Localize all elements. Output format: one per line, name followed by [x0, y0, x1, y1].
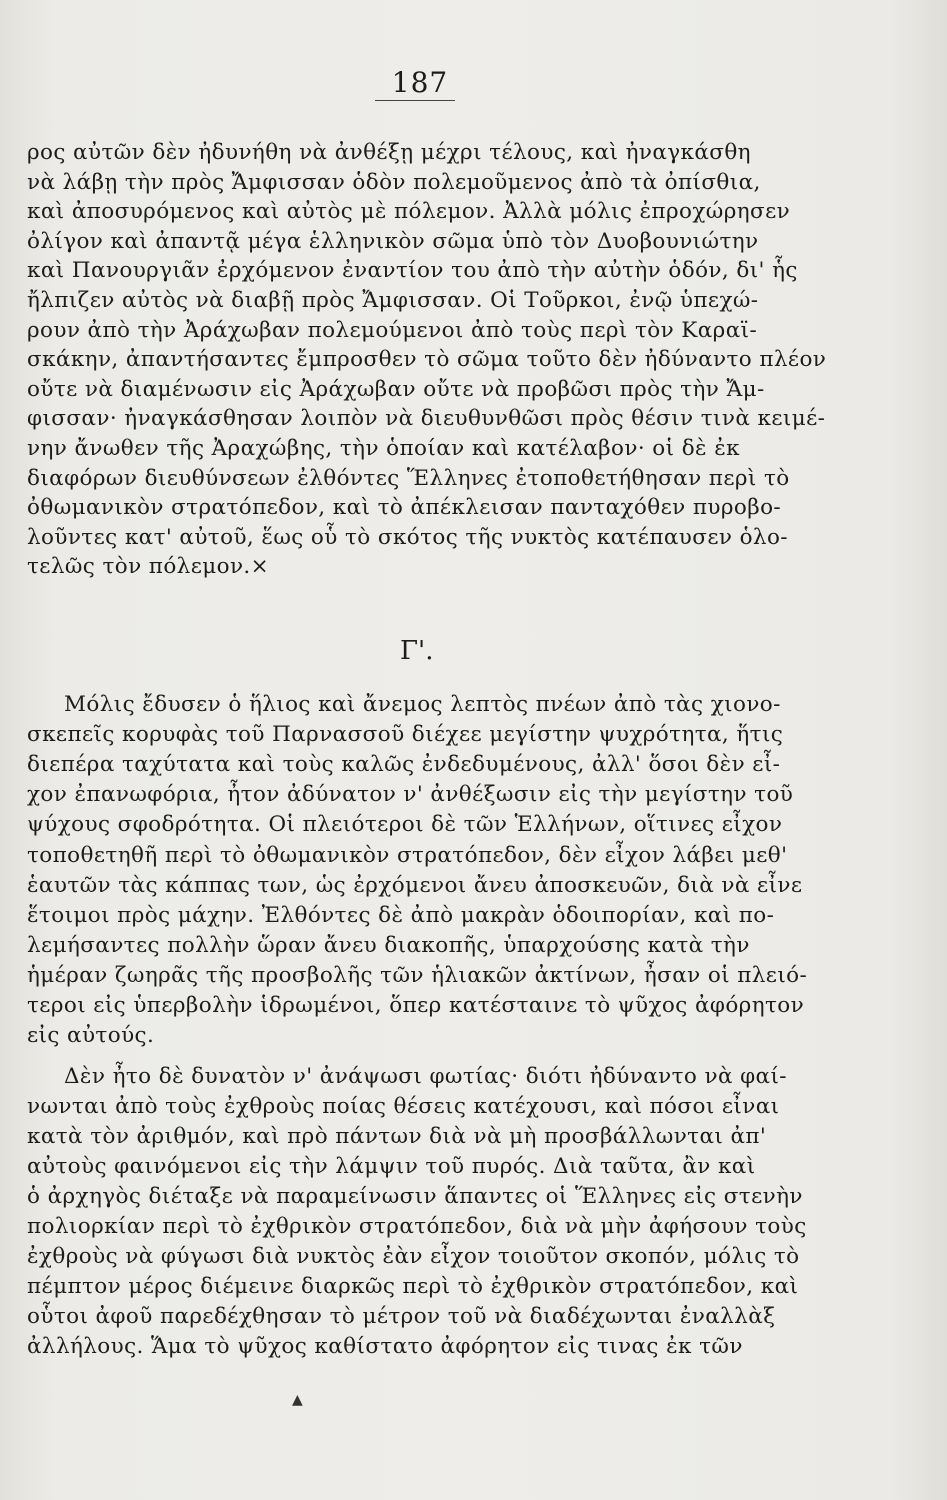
- text-line: κατὰ τὸν ἀριθμόν, καὶ πρὸ πάντων διὰ νὰ μὴ προσβάλλωνται ἀπ': [27, 1124, 767, 1149]
- text-line: οὗτοι ἀφοῦ παρεδέχθησαν τὸ μέτρον τοῦ νὰ διαδέχωνται ἐναλλὰξ: [27, 1304, 776, 1329]
- text-line: ρος αὐτῶν δὲν ἠδυνήθη νὰ ἀνθέξῃ μέχρι τέλους, καὶ ἠναγκάσθη: [27, 140, 751, 165]
- text-line: τοποθετηθῆ περὶ τὸ ὀθωμανικὸν στρατόπεδον, δὲν εἶχον λάβει μεθ': [27, 842, 788, 868]
- text-line: ἤλπιζεν αὐτὸς νὰ διαβῇ πρὸς Ἄμφισσαν. Οἱ Τοῦρκοι, ἐνῷ ὑπεχώ-: [27, 288, 759, 313]
- text-line: τεροι εἰς ὑπερβολὴν ἱδρωμένοι, ὅπερ κατέσταινε τὸ ψῦχος ἀφόρητον: [27, 993, 805, 1018]
- text-line: ρουν ἀπὸ τὴν Ἀράχωβαν πολεμούμενοι ἀπὸ τοὺς περὶ τὸν Καραϊ-: [27, 317, 758, 343]
- text-line: καὶ ἀποσυρόμενος καὶ αὐτὸς μὲ πόλεμον. Ἀλλὰ μόλις ἐπροχώρησεν: [27, 199, 791, 225]
- text-line: σκεπεῖς κορυφὰς τοῦ Παρνασσοῦ διέχεε μεγίστην ψυχρότητα, ἥτις: [27, 722, 784, 748]
- text-line: ἕτοιμοι πρὸς μάχην. Ἐλθόντες δὲ ἀπὸ μακρὰν ὁδοιπορίαν, καὶ πο-: [27, 902, 775, 928]
- text-line: αὐτοὺς φαινόμενοι εἰς τὴν λάμψιν τοῦ πυρός. Διὰ ταῦτα, ἂν καὶ: [27, 1154, 756, 1179]
- text-line: διεπέρα ταχύτατα καὶ τοὺς καλῶς ἐνδεδυμένους, ἀλλ' ὅσοι δὲν εἶ-: [27, 752, 781, 778]
- text-line: ψύχους σφοδρότητα. Οἱ πλειότεροι δὲ τῶν Ἑλλήνων, οἵτινες εἶχον: [27, 812, 783, 838]
- text-line: τελῶς τὸν πόλεμον.×: [27, 554, 270, 580]
- text-line: ὁ ἀρχηγὸς διέταξε νὰ παραμείνωσιν ἅπαντες οἱ Ἕλληνες εἰς στενὴν: [27, 1184, 803, 1209]
- text-line: ἡμέραν ζωηρᾶς τῆς προσβολῆς τῶν ἡλιακῶν ἀκτίνων, ἦσαν οἱ πλειό-: [27, 962, 808, 988]
- page-number: 187: [391, 66, 449, 99]
- text-line: ἑαυτῶν τὰς κάππας των, ὡς ἐρχόμενοι ἄνευ ἀποσκευῶν, διὰ νὰ εἶνε: [27, 872, 803, 898]
- text-line: φισσαν· ἠναγκάσθησαν λοιπὸν νὰ διευθυνθῶσι πρὸς θέσιν τινὰ κειμέ-: [27, 406, 826, 432]
- text-line: εἰς αὐτούς.: [27, 1023, 155, 1049]
- printer-mark: ▲: [292, 1392, 303, 1408]
- text-line: ὀλίγον καὶ ἀπαντᾷ μέγα ἑλληνικὸν σῶμα ὑπὸ τὸν Δυοβουνιώτην: [27, 228, 759, 254]
- section-heading: Γ'.: [400, 636, 434, 666]
- text-line: λεμήσαντες πολλὴν ὥραν ἄνευ διακοπῆς, ὑπαρχούσης κατὰ τὴν: [27, 932, 750, 958]
- text-line: Δὲν ἦτο δὲ δυνατὸν ν' ἀνάψωσι φωτίας· διότι ἠδύναντο νὰ φαί-: [64, 1064, 787, 1089]
- text-line: καὶ Πανουργιᾶν ἐρχόμενον ἐναντίον του ἀπὸ τὴν αὐτὴν ὁδόν, δι' ἧς: [27, 258, 798, 284]
- text-line: νωνται ἀπὸ τοὺς ἐχθροὺς ποίας θέσεις κατέχουσι, καὶ πόσοι εἶναι: [27, 1094, 780, 1119]
- text-line: Μόλις ἔδυσεν ὁ ἥλιος καὶ ἄνεμος λεπτὸς πνέων ἀπὸ τὰς χιονο-: [64, 692, 781, 717]
- text-line: πολιορκίαν περὶ τὸ ἐχθρικὸν στρατόπεδον, διὰ νὰ μὴν ἀφήσουν τοὺς: [27, 1214, 807, 1239]
- page-number-rule: [375, 100, 455, 101]
- text-line: νὰ λάβῃ τὴν πρὸς Ἄμφισσαν ὁδὸν πολεμοῦμενος ἀπὸ τὰ ὀπίσθια,: [27, 169, 761, 195]
- text-line: ὀθωμανικὸν στρατόπεδον, καὶ τὸ ἀπέκλεισαν πανταχόθεν πυροβο-: [27, 495, 782, 521]
- text-line: ἐχθροὺς νὰ φύγωσι διὰ νυκτὸς ἐὰν εἶχον τοιοῦτον σκοπόν, μόλις τὸ: [27, 1244, 800, 1269]
- text-line: πέμπτον μέρος διέμεινε διαρκῶς περὶ τὸ ἐχθρικὸν στρατόπεδον, καὶ: [27, 1274, 799, 1299]
- text-line: λοῦντες κατ' αὐτοῦ, ἕως οὗ τὸ σκότος τῆς νυκτὸς κατέπαυσεν ὁλο-: [27, 524, 788, 550]
- text-line: οὔτε νὰ διαμένωσιν εἰς Ἀράχωβαν οὔτε νὰ προβῶσι πρὸς τὴν Ἄμ-: [27, 376, 765, 402]
- text-line: σκάκην, ἀπαντήσαντες ἔμπροσθεν τὸ σῶμα τοῦτο δὲν ἠδύναντο πλέον: [27, 347, 827, 373]
- text-line: διαφόρων διευθύνσεων ἐλθόντες Ἕλληνες ἐτοποθετήθησαν περὶ τὸ: [27, 465, 790, 491]
- text-line: ἀλλήλους. Ἅμα τὸ ψῦχος καθίστατο ἀφόρητον εἰς τινας ἐκ τῶν: [27, 1334, 743, 1359]
- text-line: νην ἄνωθεν τῆς Ἀραχώβης, τὴν ὁποίαν καὶ κατέλαβον· οἱ δὲ ἐκ: [27, 436, 740, 461]
- text-line: χον ἐπανωφόρια, ἦτον ἀδύνατον ν' ἀνθέξωσιν εἰς τὴν μεγίστην τοῦ: [27, 782, 794, 808]
